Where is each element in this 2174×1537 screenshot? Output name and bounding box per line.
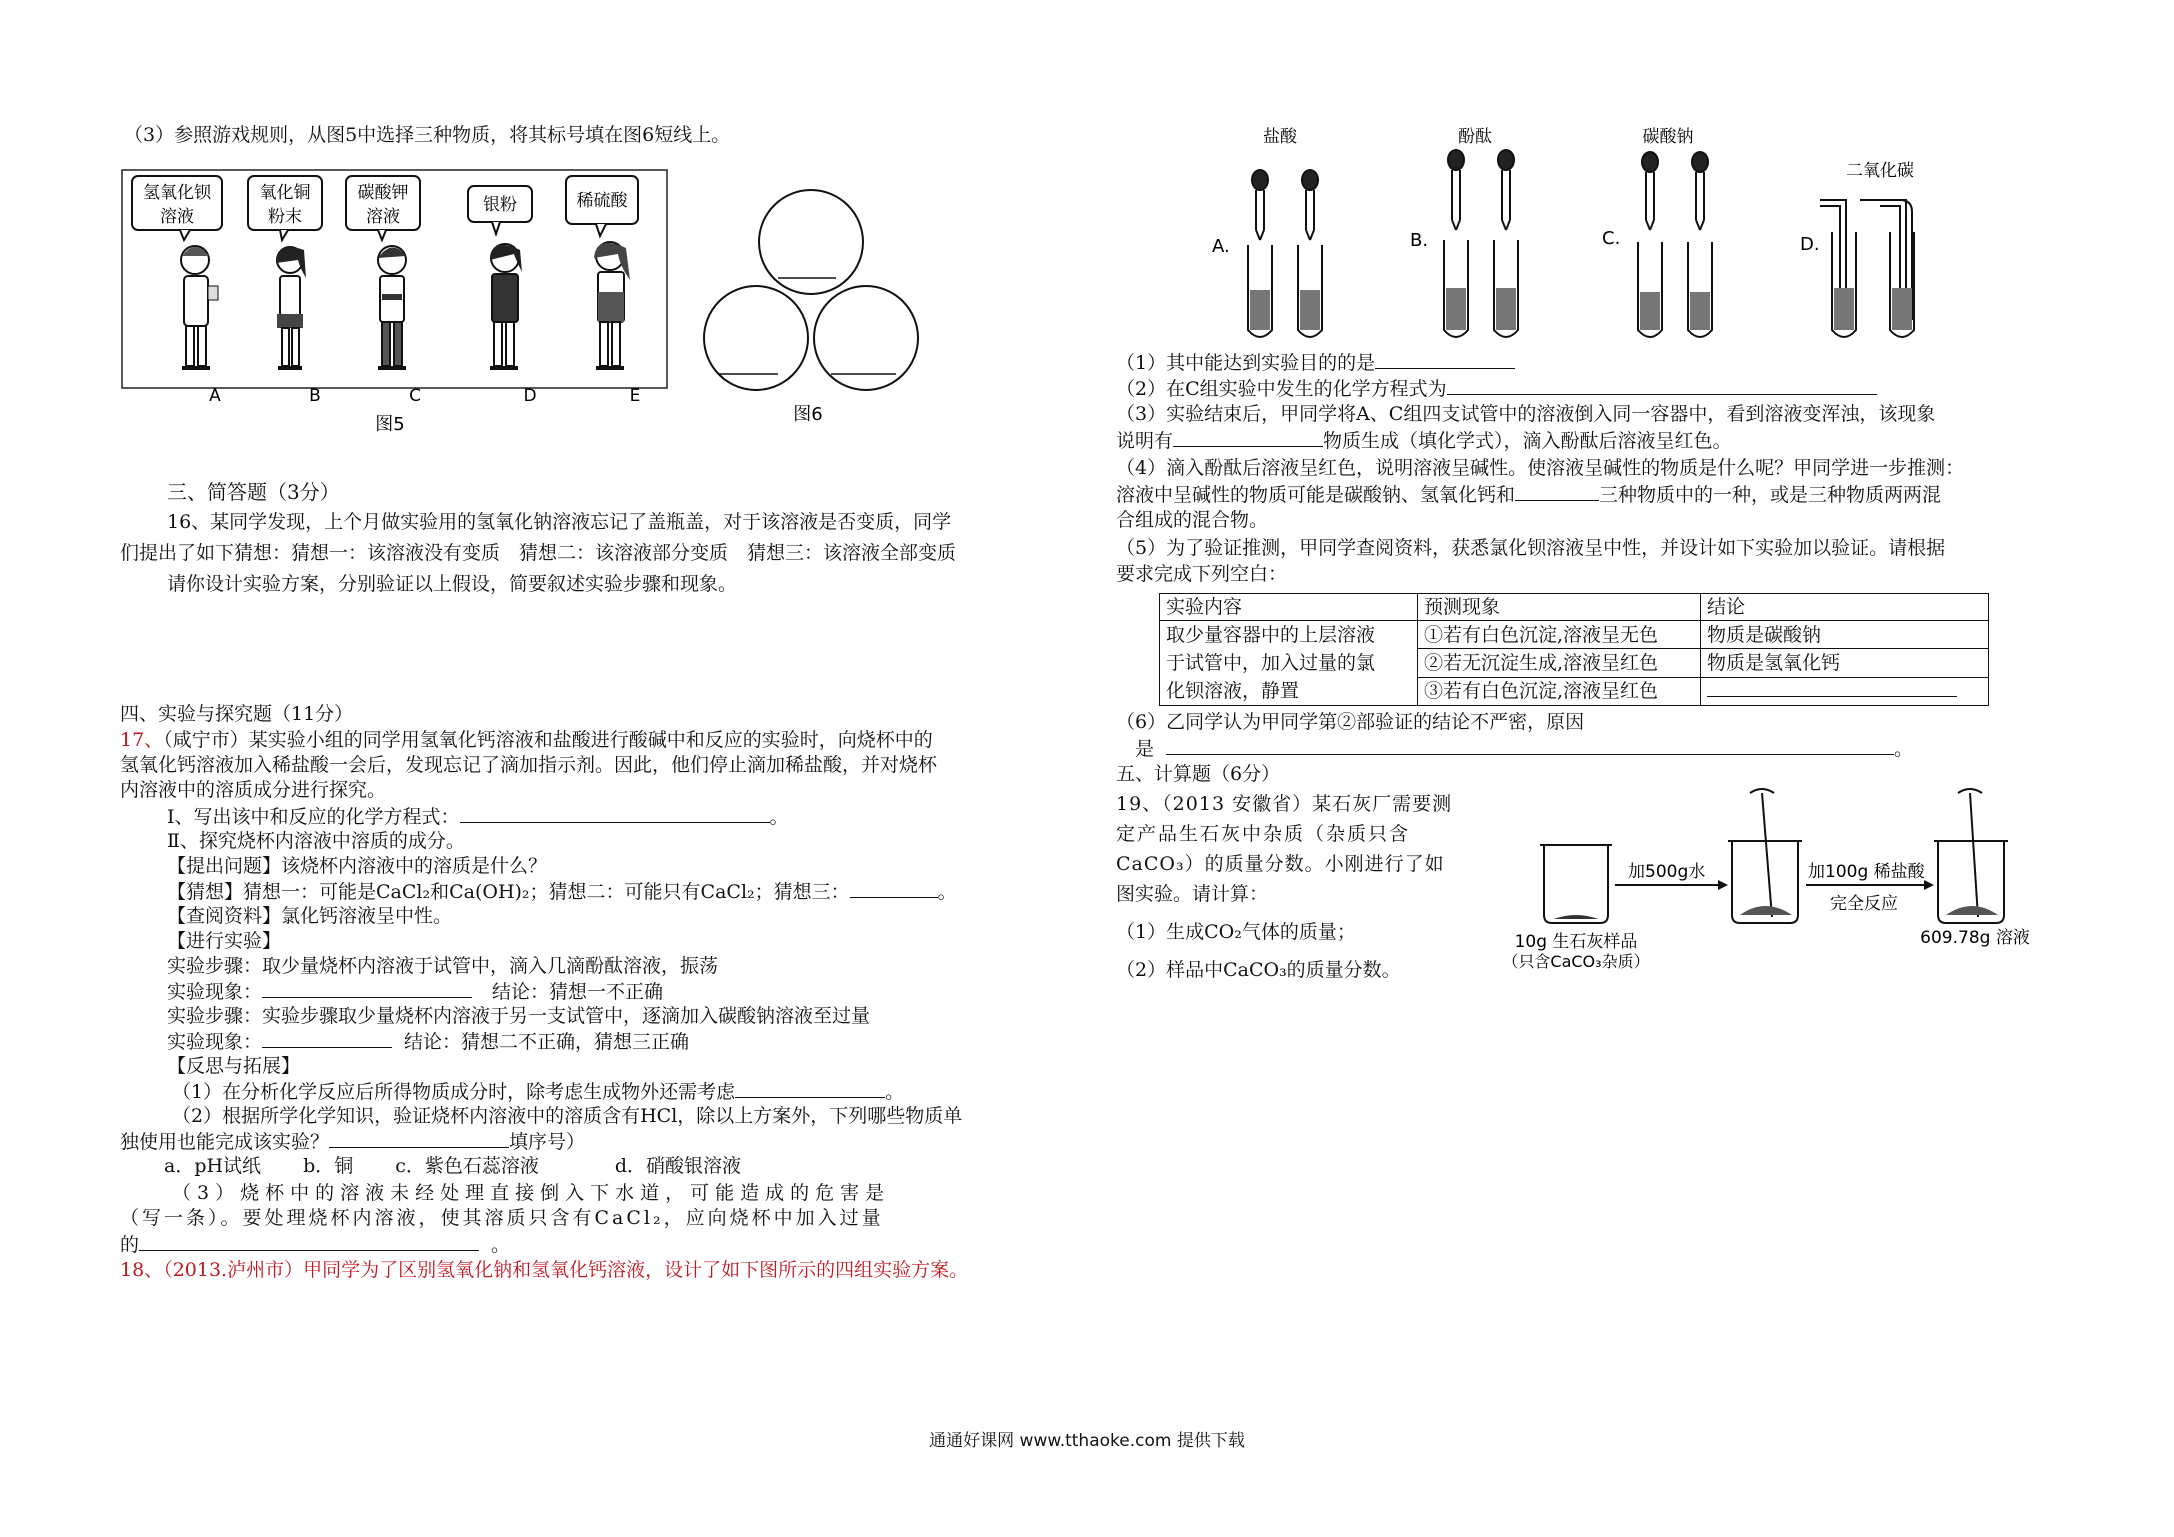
figure-5-caption: 图5 — [375, 414, 405, 435]
q17-phenomenon2-blank[interactable] — [262, 1029, 392, 1048]
bubble-d-line1: 银粉 — [483, 195, 517, 215]
section-5-title: 五、计算题（6分） — [1116, 763, 1281, 785]
person-e-figure — [566, 176, 638, 368]
sample-label-2: （只含CaCO₃杂质） — [1502, 952, 1650, 971]
q18-4-line1: （4）滴入酚酞后溶液呈红色，说明溶液呈碱性。使溶液呈碱性的物质是什么呢？甲同学进一步推测： — [1116, 457, 1965, 479]
q19-line2: 定产品生石灰中杂质（杂质只含 — [1116, 823, 1411, 845]
step2-label-a: 加100g 稀盐酸 — [1808, 862, 1925, 882]
q17-line3: 内溶液中的溶质成分进行探究。 — [120, 779, 387, 801]
q17-step1: 实验步骤：取少量烧杯内溶液于试管中，滴入几滴酚酞溶液，振荡 — [167, 955, 719, 977]
beaker-1 — [1540, 845, 1612, 923]
q19-sub1: （1）生成CO₂气体的质量； — [1116, 921, 1356, 943]
person-b-figure — [248, 176, 322, 368]
q17-part2: Ⅱ、探究烧杯内溶液中溶质的成分。 — [167, 830, 465, 852]
option-a: a．pH试纸 — [164, 1155, 262, 1177]
q18-4-line3: 合组成的混合物。 — [1116, 509, 1269, 531]
table-header-conclusion: 结论 — [1701, 594, 1989, 621]
q17-reflect1-blank[interactable] — [735, 1079, 885, 1098]
beaker-3 — [1934, 793, 2008, 923]
q17-reflect2-blank[interactable] — [329, 1129, 509, 1148]
q17-reflect-3-line1: （3）烧杯中的溶液未经处理直接倒入下水道，可能造成的危害是 — [172, 1182, 891, 1204]
q17-line1: 17、（咸宁市）某实验小组的同学用氢氧化钙溶液和盐酸进行酸碱中和反应的实验时，向烧杯中的 — [120, 729, 933, 751]
page-footer: 通通好课网 www.tthaoke.com 提供下载 — [929, 1431, 1245, 1451]
q17-ask: 【提出问题】该烧杯内溶液中的溶质是什么？ — [167, 855, 548, 877]
q18-6-line2: 是 。 — [1135, 738, 1914, 760]
q17-reflect-3-line2: （写一条）。要处理烧杯内溶液，使其溶质只含有CaCl₂，应向烧杯中加入过量 — [120, 1207, 884, 1229]
q17-part1: Ⅰ、写出该中和反应的化学方程式： 。 — [167, 806, 789, 828]
label-e: E — [629, 386, 641, 406]
figure-6-caption: 图6 — [793, 404, 823, 425]
table-phenomenon-2: ②若无沉淀生成,溶液呈红色 — [1418, 649, 1701, 677]
table-phenomenon-3: ③若有白色沉淀,溶液呈红色 — [1418, 677, 1701, 705]
option-b: b．铜 — [303, 1155, 354, 1177]
table-header-phenomenon: 预测现象 — [1418, 594, 1701, 621]
q18-2: （2）在C组实验中发生的化学方程式为 — [1116, 376, 1877, 401]
q18-3-blank[interactable] — [1173, 428, 1323, 447]
table-header-row — [1160, 594, 1989, 621]
q18-4-blank[interactable] — [1515, 482, 1599, 501]
q19-line4: 图实验。请计算： — [1116, 883, 1269, 905]
q17-reflect-3-line3: 的 。 — [120, 1234, 511, 1256]
label-a: A — [209, 386, 221, 406]
q18-5-line2: 要求完成下列空白： — [1116, 563, 1288, 585]
bubble-c-line2: 溶液 — [366, 207, 400, 227]
step1-label: 加500g水 — [1628, 862, 1706, 882]
q17-phenomenon2: 实验现象： 结论：猜想二不正确，猜想三正确 — [167, 1031, 690, 1053]
bubble-c-line1: 碳酸钾 — [357, 183, 409, 203]
bubble-e-line1: 稀硫酸 — [576, 191, 628, 211]
person-d-figure — [468, 186, 532, 368]
q3-prompt: （3）参照游戏规则，从图5中选择三种物质，将其标号填在图6短线上。 — [124, 124, 731, 146]
q18-3-line2: 说明有 物质生成（填化学式），滴入酚酞后溶液呈红色。 — [1116, 430, 1732, 452]
q17-number: 17、 — [120, 729, 164, 751]
group-b-label: 酚酞 — [1458, 127, 1492, 147]
q19-experiment-figure — [1500, 785, 2040, 979]
q18-result-table — [1159, 593, 1989, 706]
q18-1-blank[interactable] — [1375, 350, 1515, 369]
q17-phenomenon1-blank[interactable] — [262, 979, 472, 998]
q18-5-line1: （5）为了验证推测，甲同学查阅资料，获悉氯化钡溶液呈中性，并设计如下实验加以验证。请根据 — [1116, 537, 1946, 559]
q19-sub2: （2）样品中CaCO₃的质量分数。 — [1116, 959, 1401, 981]
table-content-cell: 取少量容器中的上层溶液 于试管中，加入过量的氯 化钡溶液，静置 — [1160, 621, 1418, 706]
option-d: d．硝酸银溶液 — [614, 1155, 742, 1177]
q18-6-line1: （6）乙同学认为甲同学第②部验证的结论不严密，原因 — [1116, 711, 1585, 733]
q17-reflect-2-line2: 独使用也能完成该实验？ 填序号） — [120, 1131, 586, 1153]
q17-reflect3-blank[interactable] — [139, 1232, 479, 1251]
bubble-a-line1: 氢氧化钡 — [143, 183, 211, 203]
result-label: 609.78g 溶液 — [1920, 928, 2030, 948]
q17-reflect-1: （1）在分析化学反应后所得物质成分时，除考虑生成物外还需考虑 。 — [172, 1081, 905, 1103]
table-conclusion-3-blank[interactable] — [1707, 678, 1957, 697]
figure-5 — [120, 168, 670, 447]
q19-line3: CaCO₃）的质量分数。小刚进行了如 — [1116, 853, 1445, 875]
figure-6 — [696, 188, 932, 442]
q17-reflect-2-line1: （2）根据所学化学知识，验证烧杯内溶液中的溶质含有HCl，除以上方案外，下列哪些物质单 — [172, 1105, 963, 1127]
q18-intro: 18、（2013.泸州市）甲同学为了区别氢氧化钠和氢氧化钙溶液，设计了如下图所示的四组实验方案。 — [120, 1259, 969, 1281]
bubble-b-line1: 氧化铜 — [259, 183, 311, 203]
sample-label-1: 10g 生石灰样品 — [1514, 932, 1638, 952]
step2-label-b: 完全反应 — [1830, 894, 1898, 914]
bubble-a-line2: 溶液 — [160, 207, 194, 227]
q16-line1: 16、某同学发现，上个月做实验用的氢氧化钠溶液忘记了盖瓶盖，对于该溶液是否变质，同学 — [167, 511, 952, 533]
q17-options — [164, 1154, 741, 1178]
bubble-b-line2: 粉末 — [268, 207, 302, 227]
table-conclusion-1: 物质是碳酸钠 — [1701, 621, 1989, 649]
q17-phenomenon1: 实验现象： 结论：猜想一不正确 — [167, 981, 664, 1003]
q17-guess: 【猜想】猜想一：可能是CaCl₂和Ca(OH)₂；猜想二：可能只有CaCl₂；猜想三： 。 — [167, 881, 957, 903]
section-3-title: 三、简答题（3分） — [167, 480, 340, 504]
q17-line2: 氢氧化钙溶液加入稀盐酸一会后，发现忘记了滴加指示剂。因此，他们停止滴加稀盐酸，并对烧杯 — [120, 754, 938, 776]
q18-4-line2: 溶液中呈碱性的物质可能是碳酸钠、氢氧化钙和 三种物质中的一种，或是三种物质两两混 — [1116, 484, 1942, 506]
label-d: D — [523, 386, 537, 406]
table-conclusion-2: 物质是氢氧化钙 — [1701, 649, 1989, 677]
q19-line1: 19、（2013 安徽省）某石灰厂需要测 — [1116, 793, 1453, 815]
group-d-letter: D. — [1800, 234, 1820, 255]
section-4-title: 四、实验与探究题（11分） — [120, 703, 354, 725]
label-b: B — [309, 386, 321, 406]
q18-6-blank[interactable] — [1166, 736, 1894, 755]
q17-reflect: 【反思与拓展】 — [167, 1055, 301, 1077]
q16-line2: 们提出了如下猜想：猜想一：该溶液没有变质 猜想二：该溶液部分变质 猜想三：该溶液全部变质 — [120, 542, 957, 564]
q17-experiment: 【进行实验】 — [167, 930, 282, 952]
q16-line3: 请你设计实验方案，分别验证以上假设，简要叙述实验步骤和现象。 — [167, 573, 738, 595]
option-c: c．紫色石蕊溶液 — [395, 1155, 539, 1177]
label-c: C — [409, 386, 421, 406]
table-conclusion-3[interactable] — [1701, 677, 1989, 705]
q18-2-blank[interactable] — [1447, 376, 1877, 395]
q18-1: （1）其中能达到实验目的的是 — [1116, 350, 1515, 375]
table-row — [1160, 621, 1989, 649]
q17-guess3-blank[interactable] — [850, 879, 938, 898]
q17-step2: 实验步骤：实验步骤取少量烧杯内溶液于另一支试管中，逐滴加入碳酸钠溶液至过量 — [167, 1005, 871, 1027]
group-d-label: 二氧化碳 — [1846, 161, 1914, 181]
group-a-label: 盐酸 — [1263, 127, 1297, 147]
person-c-figure — [346, 176, 420, 368]
table-header-content: 实验内容 — [1160, 594, 1418, 621]
group-b-letter: B. — [1410, 230, 1429, 251]
q18-3-line1: （3）实验结束后，甲同学将A、C组四支试管中的溶液倒入同一容器中，看到溶液变浑浊，该现象 — [1116, 403, 1936, 425]
q17-reference: 【查阅资料】氯化钙溶液呈中性。 — [167, 905, 453, 927]
group-c-letter: C. — [1602, 228, 1621, 249]
person-a-figure — [132, 176, 222, 368]
q18-apparatus-figure — [1200, 120, 2040, 354]
group-a-letter: A. — [1212, 236, 1230, 257]
table-phenomenon-1: ①若有白色沉淀,溶液呈无色 — [1418, 621, 1701, 649]
q17-equation-blank[interactable] — [460, 804, 770, 823]
group-c-label: 碳酸钠 — [1642, 127, 1694, 147]
beaker-2 — [1728, 793, 1802, 923]
